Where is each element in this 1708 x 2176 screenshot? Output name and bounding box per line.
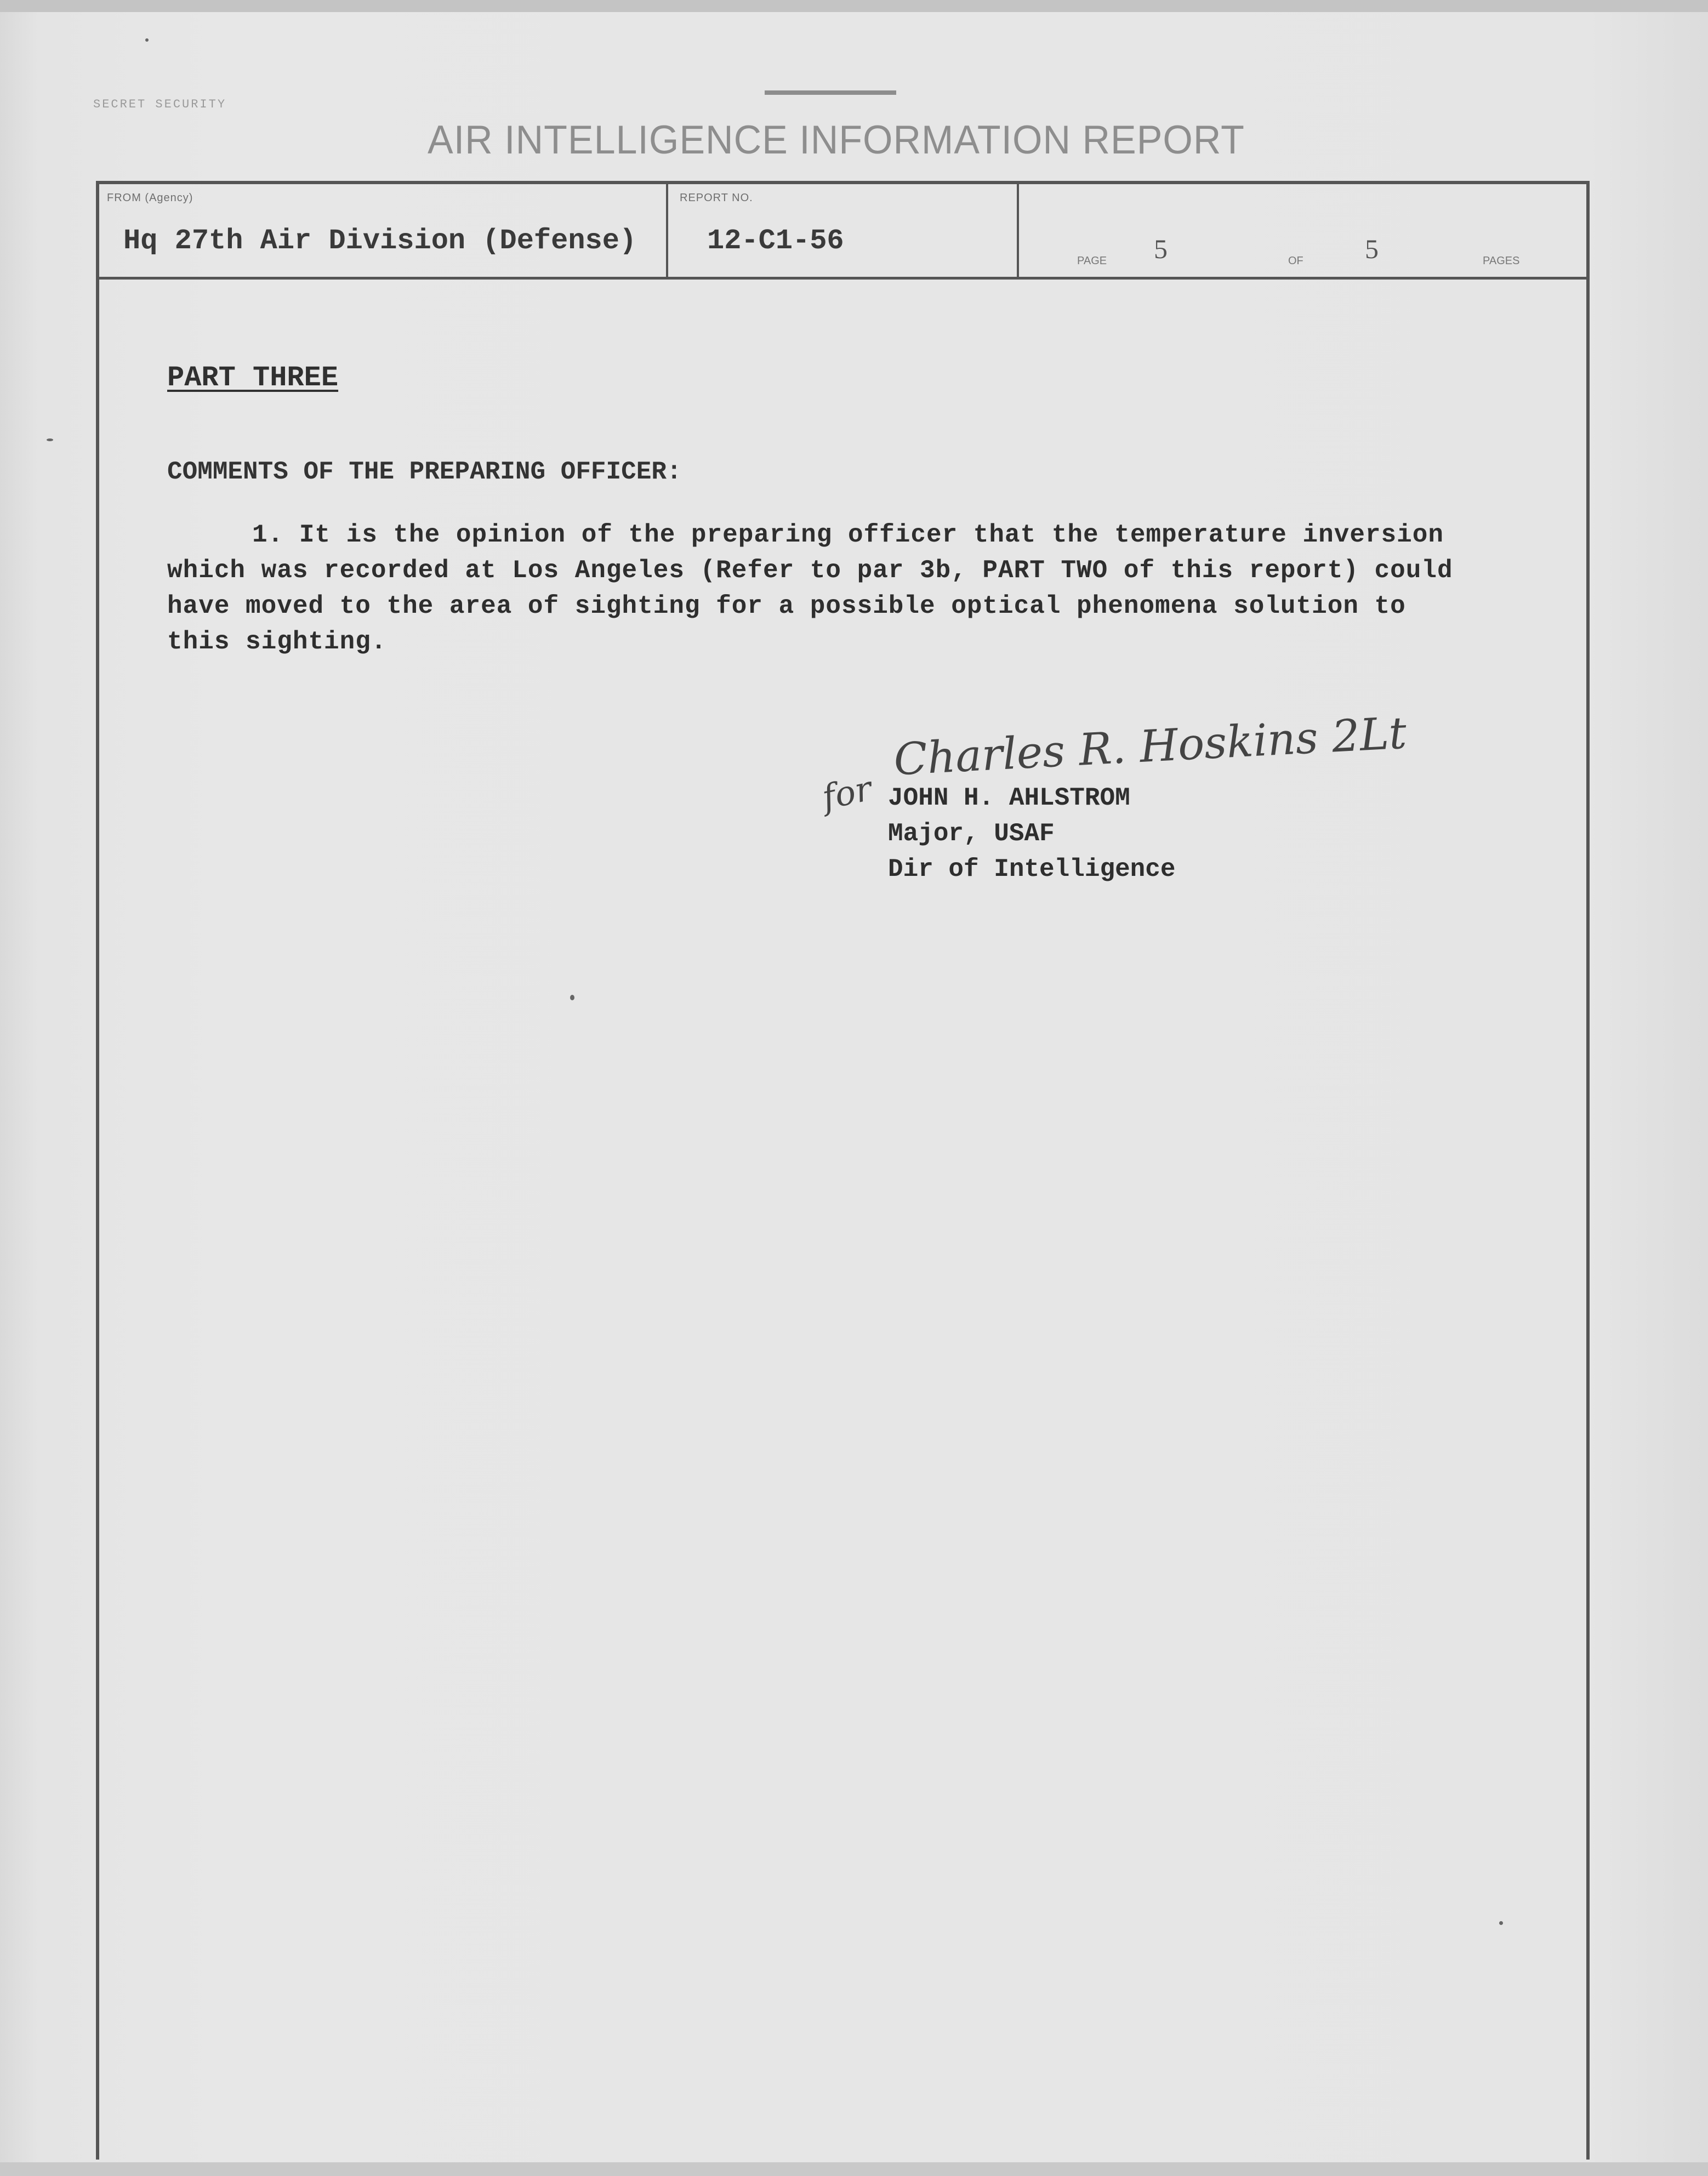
- header-divider-1: [666, 181, 668, 280]
- speck: [145, 38, 149, 42]
- speck: [570, 995, 574, 1000]
- paragraph-line: 1. It is the opinion of the preparing officer that the temperature inversion: [252, 521, 1444, 549]
- signer-name: JOHN H. AHLSTROM: [888, 784, 1130, 812]
- pages-label: PAGES: [1483, 255, 1520, 267]
- signer-rank: Major, USAF: [888, 819, 1055, 848]
- of-value: 5: [1365, 233, 1379, 264]
- report-no-label: REPORT NO.: [680, 192, 753, 204]
- comments-heading: COMMENTS OF THE PREPARING OFFICER:: [167, 458, 682, 486]
- signer-title: Dir of Intelligence: [888, 855, 1176, 884]
- page-value: 5: [1154, 233, 1168, 264]
- report-no-value: 12-C1-56: [707, 225, 844, 257]
- speck: [1499, 1921, 1503, 1925]
- of-label: OF: [1288, 255, 1303, 267]
- header-divider-2: [1017, 181, 1019, 280]
- classification-mark: SECRET SECURITY: [93, 98, 227, 111]
- page-label: PAGE: [1077, 255, 1107, 267]
- from-value: Hq 27th Air Division (Defense): [123, 225, 637, 257]
- handwritten-signature: Charles R. Hoskins 2Lt: [892, 707, 1408, 785]
- paragraph-line: which was recorded at Los Angeles (Refer to par 3b, PART TWO of this report) could: [167, 556, 1453, 585]
- classification-bar: [765, 90, 896, 95]
- form-title: AIR INTELLIGENCE INFORMATION REPORT: [428, 117, 1245, 162]
- speck: [47, 438, 53, 441]
- bottom-edge: [0, 2162, 1708, 2176]
- section-heading: PART THREE: [167, 362, 339, 394]
- paragraph-line: have moved to the area of sighting for a possible optical phenomena solution to: [167, 592, 1406, 620]
- from-label: FROM (Agency): [107, 192, 193, 204]
- top-edge: [0, 0, 1708, 12]
- paragraph-line: this sighting.: [167, 628, 387, 656]
- for-mark: for: [818, 768, 875, 818]
